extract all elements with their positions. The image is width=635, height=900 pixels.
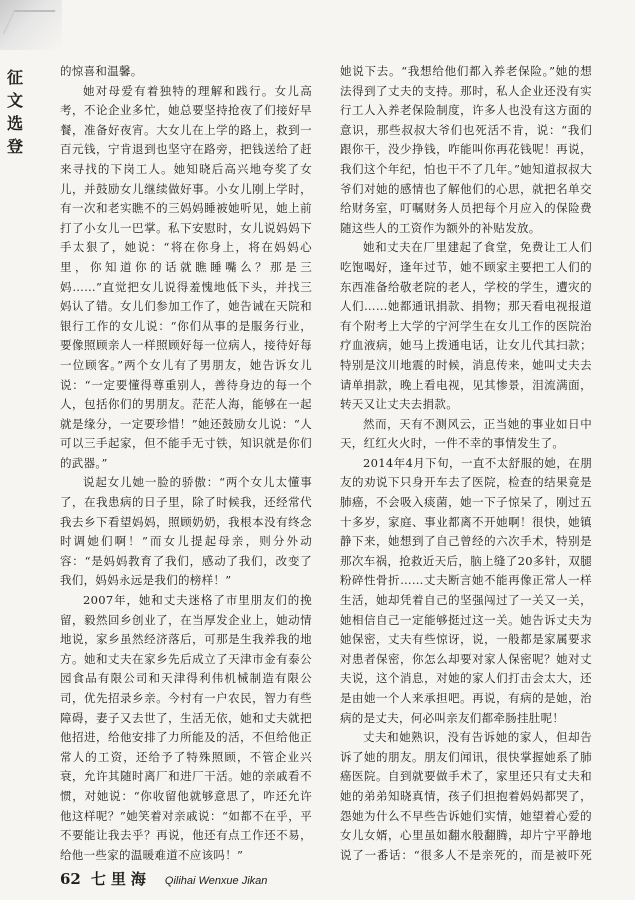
left-text-column [60,62,312,862]
paragraph: 2007年，她和丈夫迷格了市里朋友们的挽留，毅然回乡创业了，在当厚发企业上，她动情地说，家乡虽然经济落后，可那是生我养我的地方。她和丈夫在家乡先后成立了天津市金有泰公园食品有限公司和天津得利伟机械制造有限公司，优先招录乡亲。今村有一户农民，智力有些障碍，妻子又去世了，生活无依，她和丈夫就把他招进，给他安排了力所能及的活，不但给他正常人的工资，还给予了特殊照顾，不管企业兴衰，允许其随时离厂和进厂干活。她的亲戚看不惯，对她说：“你收留他就够意思了，咋还允许他这样呢？”她笑着对亲戚说：“如都不在乎，平不要能让我去乎？再说，他还有点工作还不易，给他一些家的温暖难道不应该吗！” [60,593,312,862]
paragraph: 她和丈夫在厂里建起了食堂，免费让工人们吃饱喝好，逢年过节，她不顾家主要把工人们的东西准备给敬老院的老人，学校的学生，遭灾的人们……她都通讯捐款、捐物；那天看电视报道有个附考上大学的宁河学生在女儿工作的医院治疗血液病，她马上拨通电话，让女儿代其扫款；特别是汶川地震的时候，消息传来，她叫丈夫去请单捐款，晚上看电视，见其惨景，泪流满面，转天又让丈夫去捐款。 [340,240,592,412]
paragraph: 2014年4月下旬，一直不太舒服的她，在朋友的劝说下只身开车去了医院，检查的结果竟是肺癌，不会吸入痰菌，她一下子惊呆了，刚过五十多岁，家庭、事业都离不开她啊！很快，她镇静下来，她想到了自己曾经的六次手术，特别是那次车祸，抢救近天后，脑上缝了20多针，双腿粉碎性骨折……丈夫断言她不能再像正常人一样生活，她却凭着自己的坚强闯过了一关又一关，她相信自己一定能够挺过这一关。她告诉丈夫为她保密，丈夫有些惊讶，说，一般都是家属要求对患者保密，你怎么却要对家人保密呢？她对丈夫说，这个消息，对她的家人们打击会太大，还是由她一个人来承担吧。再说，有病的是她，治病的是丈夫，何必叫亲友们都牵肠挂肚呢！ [340,455,592,725]
right-text-column [340,62,592,862]
page-footer [60,868,360,890]
section-label: 征文选登 [6,68,23,156]
paragraph: 她对母爱有着独特的理解和践行。女儿高考，不论企业多忙，她总要坚持抢夜了们接好早餐，准备好夜宵。大女儿在上学的路上，救到一百元钱，宁肯退到也坚守在路旁，把钱送给了赶来寻找的下岗工人。她知晓后高兴地夸奖了女儿，并鼓励女儿继续做好事。小女儿刚上学时，有一次和老实瞧不的三妈妈睡被她听见，她上前打了小女儿一巴掌。私下安慰时，女儿说妈妈下手太狠了，她说：“将在你身上，将在妈妈心里，你知道你的话就瞧睡嘴么？那是三妈……”直觉把女儿说得羞愧地低下头，并找三妈认了错。女儿们参加工作了，她告诫在天院和银行工作的女儿说：“你们从事的是服务行业，要像照顾亲人一样照顾好每一位病人，接待好每一位顾客。”两个女儿有了男朋友，她告诉女儿说：“一定要懂得尊重别人，善待身边的每一个人，包括你们的男朋友。茫茫人海，能够在一起就是缘分，一定要珍惜！”她还鼓励女儿说：“人可以三手起家，但不能手无寸铁，知识就是你们的武器。” [60,83,312,470]
magazine-pinyin: Qilihai Wenxue Jikan [164,875,268,887]
paragraph: 然而，天有不测风云，正当她的事业如日中天，红红火火时，一件不幸的事情发生了。 [340,416,592,451]
paragraph: 说起女儿她一脸的骄傲：“两个女儿太懂事了，在我患病的日子里，除了时候我，还经常代我去乡下看望妈妈，照顾奶奶，我根本没有终念时调她们啊！”而女儿提起母亲，则分外动容：“是妈妈教育了我们，感动了我们，改变了我们，妈妈永远是我们的榜样！” [60,475,312,588]
paragraph: 丈夫和她熟识，没有告诉她的家人，但却告诉了她的朋友。朋友们闻讯，很快掌握她系了肺癌医院。自到就要做手术了，家里还只有丈夫和她的弟弟知晓真情，孩子们担抱着妈妈都哭了，怨她为什么不早些告诉她们实情，她望着心爱的女儿女婿，心里虽如翻水般翻腾，却片宁平静地说了一番话：“很多人不是亲死的，而是被吓死 [340,730,592,862]
magazine-title: 七里海 [90,870,151,888]
corner-decoration [0,0,62,50]
paragraph: 她说下去。“我想给他们都入养老保险。”她的想法得到了丈夫的支持。那时，私人企业还没有实行工人入养老保险制度，许多人也没有这方面的意识，那些叔叔大爷们也死活不肯，说：“我们跟你干，没少挣钱，咋能叫你再花钱呢！再说，我们这个年纪，怕也干不了几年。”她知道叔叔大爷们对她的感情也了解他们的心思，就把名单交给财务室，叮嘱财务人员把每个月应入的保险费随这些人的工资作为额外的补贴发放。 [340,64,592,235]
page-number: 62 [60,870,81,888]
paragraph: 的惊喜和温馨。 [60,64,143,78]
